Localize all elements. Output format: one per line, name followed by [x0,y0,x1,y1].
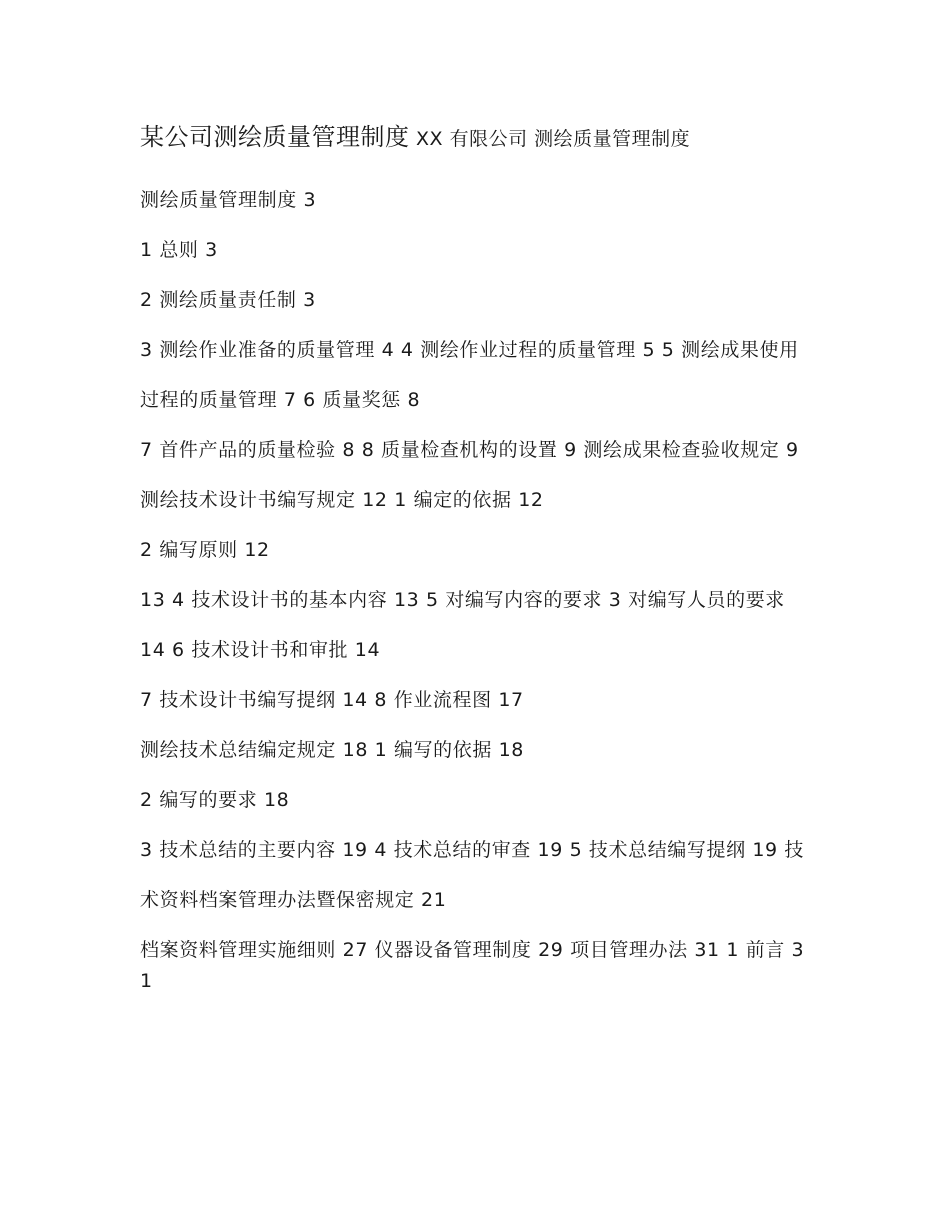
toc-line: 测绘质量管理制度 3 [140,189,317,211]
toc-line: 7 技术设计书编写提纲 14 8 作业流程图 17 [140,689,524,711]
toc-line: 术资料档案管理办法暨保密规定 21 [140,889,447,911]
document-title [140,118,812,159]
title-main: 某公司测绘质量管理制度 [140,123,410,151]
toc-line: 1 总则 3 [140,239,218,261]
toc-line: 过程的质量管理 7 6 质量奖惩 8 [140,389,421,411]
toc-line: 14 6 技术设计书和审批 14 [140,639,381,661]
toc-line: 2 编写原则 12 [140,539,270,561]
toc-line: 13 4 技术设计书的基本内容 13 5 对编写内容的要求 3 对编写人员的要求 [140,589,785,611]
toc-line: 2 编写的要求 18 [140,789,290,811]
toc-line: 测绘技术总结编定规定 18 1 编写的依据 18 [140,739,525,761]
toc-line: 3 测绘作业准备的质量管理 4 4 测绘作业过程的质量管理 5 5 测绘成果使用 [140,339,799,361]
toc-line: 7 首件产品的质量检验 8 8 质量检查机构的设置 9 测绘成果检查验收规定 9 [140,439,799,461]
toc-line: 档案资料管理实施细则 27 仪器设备管理制度 29 项目管理办法 31 1 前言 31 [140,939,805,992]
title-subtitle: XX 有限公司 测绘质量管理制度 [409,128,691,150]
document-page [140,118,812,1016]
toc-line: 2 测绘质量责任制 3 [140,289,316,311]
toc-line: 测绘技术设计书编写规定 12 1 编定的依据 12 [140,489,544,511]
toc-line: 3 技术总结的主要内容 19 4 技术总结的审查 19 5 技术总结编写提纲 19 技 [140,839,804,861]
